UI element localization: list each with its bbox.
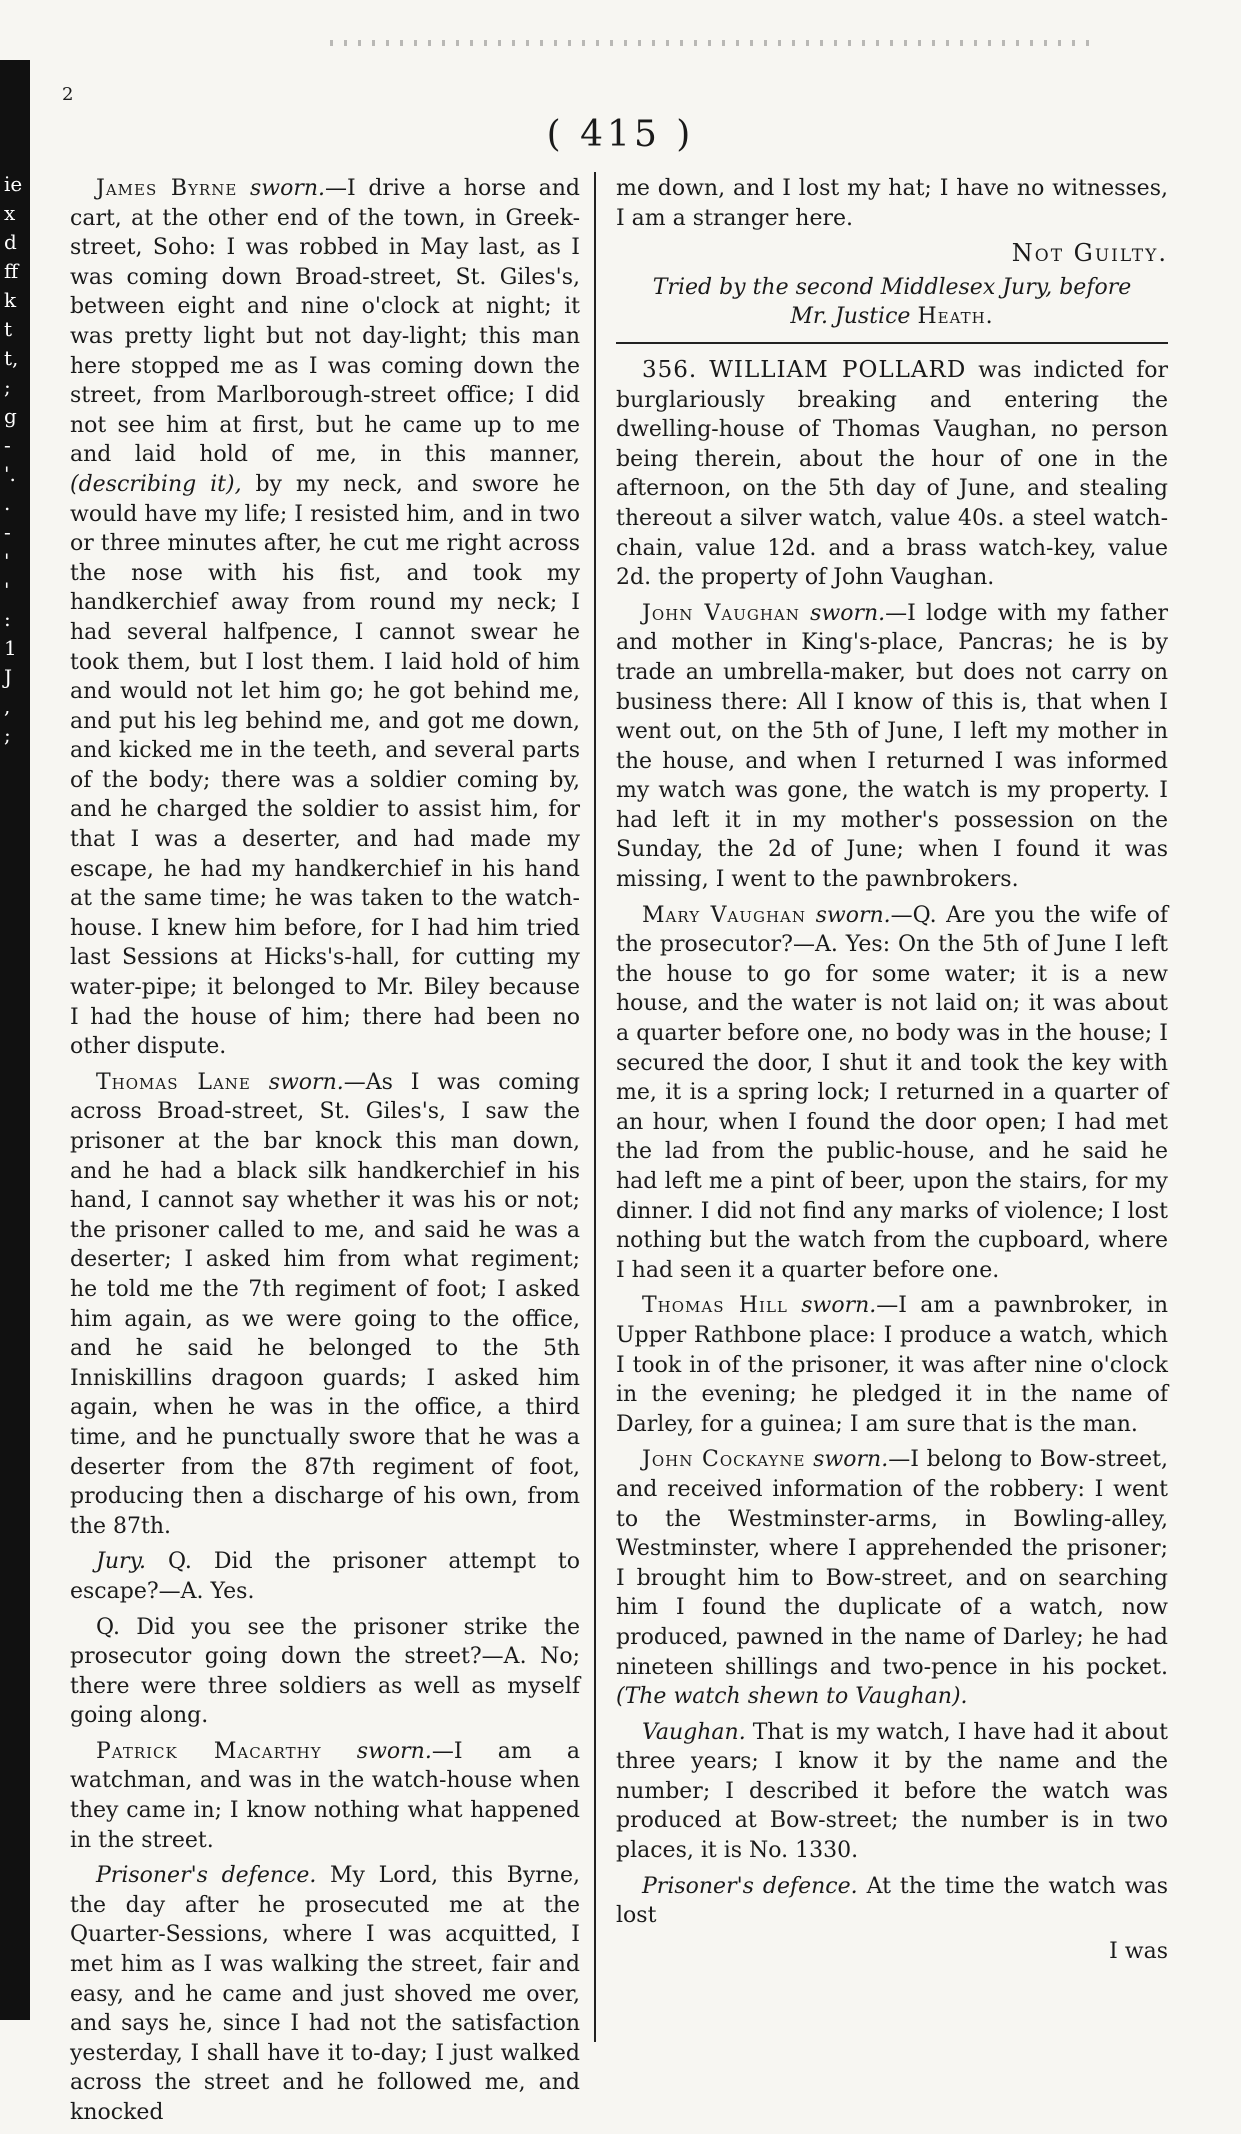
catchword: I was bbox=[1109, 1938, 1168, 1964]
question bbox=[70, 1613, 580, 1731]
witness-name: Patrick Macarthy bbox=[96, 1738, 322, 1764]
prisoner-defence bbox=[70, 1861, 580, 2127]
sworn-label: sworn. bbox=[249, 176, 325, 201]
edge-fragment: J bbox=[4, 665, 13, 689]
sworn-label: sworn. bbox=[356, 1738, 432, 1764]
testimony-text: —As I was coming across Broad-street, St. Giles's, I saw the prisoner at the bar knock this man down, and he had a black silk handkerchief in his hand, I cannot say whether it was his or not; the prisoner called to me, and said he was a deserter; I asked him from what regiment; he told me the 7th regiment of foot; I asked him again, as we were going to the office, and he said he belonged to the 5th Inniskillins dragoon guards; I asked him again, when he was in the office, a third time, and he punctually swore that he was a deserter from the 87th regiment of foot, producing then a discharge of his own, from the 87th. bbox=[70, 1069, 581, 1539]
witness-name: James Byrne bbox=[96, 176, 238, 201]
page-number: ( 415 ) bbox=[546, 114, 695, 155]
jury-question bbox=[70, 1547, 580, 1606]
verdict: Not Guilty. bbox=[1011, 239, 1168, 268]
sworn-label: sworn. bbox=[268, 1069, 344, 1095]
testimony-john-vaughan bbox=[616, 599, 1168, 895]
edge-fragment: ' bbox=[4, 549, 10, 573]
sworn-label: sworn. bbox=[801, 1293, 877, 1319]
edge-fragment: , bbox=[4, 694, 11, 718]
witness-name: Mary Vaughan bbox=[642, 902, 807, 928]
edge-fragment: k bbox=[4, 288, 17, 312]
vaughan-statement bbox=[616, 1718, 1168, 1866]
judge-name: Heath. bbox=[917, 304, 994, 330]
edge-fragment: x bbox=[4, 201, 16, 225]
question-text: Q. Did the prisoner attempt to escape?—A. Yes. bbox=[70, 1549, 580, 1604]
speaker-label: Prisoner's defence. bbox=[642, 1873, 858, 1899]
edge-fragment: '. bbox=[4, 462, 16, 486]
speaker-label: Vaughan. bbox=[642, 1719, 746, 1745]
testimony-john-cockayne bbox=[616, 1445, 1168, 1711]
testimony-text: —I lodge with my father and mother in King's-place, Pancras; he is by trade an umbrella-maker, but does not carry on business there: All I know of this is, that when I went out, on the 5th of June, I left my mother in the house, and when I returned I was informed my watch was gone, the watch is my property. I had left it in my mother's possession on the Sunday, the 2d of June; when I found it was missing, I went to the pawnbrokers. bbox=[616, 600, 1168, 893]
sworn-label: sworn. bbox=[813, 1447, 889, 1473]
testimony-text: —I am a pawnbroker, in Upper Rathbone place: I produce a watch, which I took in of the prisoner, it was after nine o'clock in the evening; he pledged it in the name of Darley, for a guinea; I am sure that is the man. bbox=[616, 1293, 1169, 1437]
testimony-thomas-hill bbox=[616, 1291, 1168, 1439]
testimony-thomas-lane bbox=[70, 1068, 580, 1542]
column-rule bbox=[594, 172, 596, 2042]
indictment bbox=[616, 356, 1168, 593]
speaker-label: Prisoner's defence. bbox=[96, 1863, 317, 1889]
witness-name: John Cockayne bbox=[642, 1447, 806, 1473]
edge-fragment: t, bbox=[4, 346, 19, 370]
witness-name: Thomas Hill bbox=[642, 1293, 788, 1319]
testimony-text: —I drive a horse and cart, at the other end of the town, in Greek-street, Soho: I was robbed in May last, as I was coming down Broad-street, St. Giles's, between eight and nine o'clock at night; it was pretty light but not day-light; this man here stopped me as I was coming down the street, from Marlborough-street office; I did not see him at first, but he came up to me and laid hold of me, in this manner, bbox=[70, 176, 581, 468]
edge-fragments bbox=[4, 170, 23, 750]
edge-fragment: . bbox=[4, 491, 11, 515]
testimony-james-byrne bbox=[70, 174, 580, 1062]
defence-continuation: me down, and I lost my hat; I have no witnesses, I am a stranger here. bbox=[616, 176, 1168, 231]
testimony-mary-vaughan bbox=[616, 901, 1168, 1286]
corner-mark: 2 bbox=[62, 84, 74, 105]
edge-fragment: ; bbox=[4, 375, 11, 399]
witness-name: John Vaughan bbox=[642, 600, 800, 626]
sworn-label: sworn. bbox=[815, 902, 891, 928]
aside-text: (The watch shewn to Vaughan). bbox=[616, 1684, 968, 1710]
edge-fragment: ie bbox=[4, 172, 23, 196]
prisoner-defence bbox=[616, 1872, 1168, 1931]
case-number: 356. bbox=[642, 356, 698, 383]
statement-text: That is my watch, I have had it about three years; I know it by the name and the number; I described it before the watch was produced at Bow-street; the number is in two places, it is No. 1330. bbox=[616, 1719, 1168, 1864]
testimony-text: —Q. Are you the wife of the prosecutor?—A. Yes: On the 5th of June I left the house to go for some water; it is a new house, and the water is not laid on; it was about a quarter before one, no body was in the house; I secured the door, I shut it and took the key with me, it is a spring lock; I returned in a quarter of an hour, when I found the door open; I had met the lad from the public-house, and he said he had left me a pint of beer, upon the stairs, for my dinner. I did not find any marks of violence; I lost nothing but the watch from the cupboard, where I had seen it a quarter before one. bbox=[616, 902, 1168, 1283]
indictment-text: was indicted for burglariously breaking and entering the dwelling-house of Thomas Vaughan, no person being therein, about the hour of one in the afternoon, on the 5th day of June, and stealing thereout a silver watch, value 40s. a steel watch-chain, value 12d. and a brass watch-key, value 2d. the property of John Vaughan. bbox=[616, 357, 1169, 591]
sworn-label: sworn. bbox=[810, 600, 886, 626]
edge-fragment: ff bbox=[4, 259, 19, 283]
left-column bbox=[70, 174, 580, 2134]
edge-fragment: g bbox=[4, 404, 17, 428]
edge-fragment: ; bbox=[4, 723, 11, 747]
case-divider bbox=[616, 342, 1168, 344]
tried-by bbox=[616, 273, 1168, 332]
tried-line-2: Mr. Justice bbox=[790, 304, 911, 330]
testimony-patrick-macarthy bbox=[70, 1737, 580, 1855]
speaker-label: Jury. bbox=[96, 1549, 147, 1575]
edge-fragment: d bbox=[4, 230, 17, 254]
edge-fragment: - bbox=[4, 433, 11, 457]
right-column bbox=[616, 174, 1168, 1966]
tried-line-1: Tried by the second Middlesex Jury, before bbox=[652, 274, 1132, 300]
defence-text: My Lord, this Byrne, the day after he prosecuted me at the Quarter-Sessions, where I was acquitted, I met him as I was walking the street, fair and easy, and he came and just shoved me over, and says he, since I had not the satisfaction yesterday, I shall have it to-day; I just walked across the street and he followed me, and knocked bbox=[70, 1863, 580, 2125]
testimony-text: by my neck, and swore he would have my life; I resisted him, and in two or three minutes after, he cut me right across the nose with his fist, and took my handkerchief away from round my neck; I had several halfpence, I cannot swear he took them, but I lost them. I laid hold of him and would not let him go; he got behind me, and put his leg behind me, and got me down, and kicked me in the teeth, and several parts of the body; there was a soldier coming by, and he charged the soldier to assist him, for that I was a deserter, and had made my escape, he had my handkerchief in his hand at the same time; he was taken to the watch-house. I knew him before, for I had him tried last Sessions at Hicks's-hall, for cutting my water-pipe; it belonged to Mr. Biley because I had the house of him; there had been no other dispute. bbox=[70, 471, 580, 1060]
edge-fragment: - bbox=[4, 520, 11, 544]
edge-fragment: t bbox=[4, 317, 13, 341]
testimony-text: —I belong to Bow-street, and received information of the robbery: I went to the Westminster-arms, in Bowling-alley, Westminster, where I apprehended the prisoner; I brought him to Bow-street, and on searching him I found the duplicate of a watch, now produced, pawned in the name of Darley; he had nineteen shillings and two-pence in his pocket. bbox=[616, 1447, 1168, 1680]
edge-fragment: : bbox=[4, 607, 11, 631]
defence-text: At the time the watch was lost bbox=[616, 1873, 1169, 1929]
edge-fragment: ' bbox=[4, 578, 10, 602]
edge-fragment: 1 bbox=[4, 636, 17, 660]
witness-name: Thomas Lane bbox=[96, 1069, 251, 1095]
top-ink-marks bbox=[330, 40, 1090, 46]
question-text: Q. Did you see the prisoner strike the prosecutor going down the street?—A. No; there were three soldiers as well as myself going along. bbox=[70, 1614, 580, 1729]
testimony-text: —I am a watchman, and was in the watch-house when they came in; I know nothing what happened in the street. bbox=[70, 1738, 580, 1853]
aside-text: (describing it), bbox=[70, 471, 242, 497]
defendant-name: WILLIAM POLLARD bbox=[709, 356, 967, 383]
